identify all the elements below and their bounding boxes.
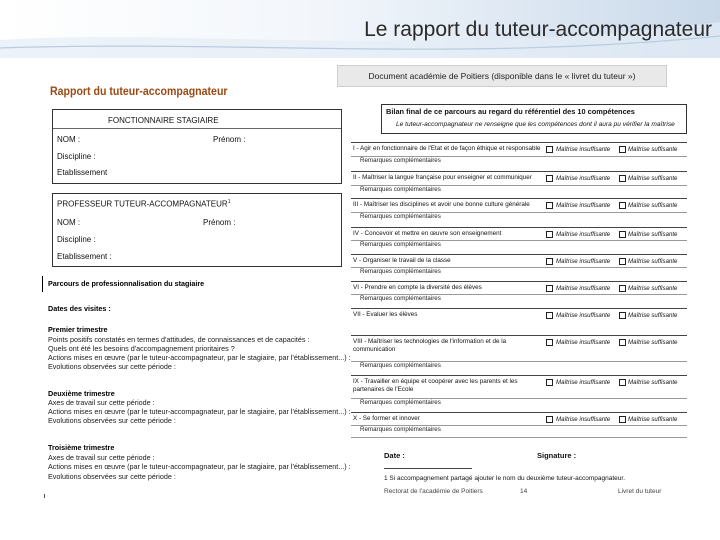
page-mark — [44, 494, 45, 498]
remarques-complementaires[interactable]: Remarques complémentaires — [360, 186, 441, 193]
maitrise-suffisante-label: Maîtrise suffisante — [628, 339, 678, 346]
maitrise-suffisante-checkbox[interactable] — [619, 231, 626, 238]
tuteur-nom-label: NOM : — [57, 218, 81, 227]
tuteur-etablissement-label: Etablissement : — [57, 252, 112, 261]
maitrise-insuffisante-checkbox[interactable] — [546, 339, 553, 346]
tuteur-discipline-label: Discipline : — [57, 235, 96, 244]
maitrise-insuffisante-label: Maîtrise insuffisante — [556, 146, 611, 153]
table-bottom-border — [351, 437, 687, 438]
maitrise-suffisante-label: Maîtrise suffisante — [628, 258, 678, 265]
remarques-complementaires[interactable]: Remarques complémentaires — [360, 426, 441, 433]
footnote-text: 1 Si accompagnement partagé ajouter le nom du deuxième tuteur-accompagnateur. — [384, 475, 626, 482]
trimestre-1-line: Actions mises en œuvre (par le tuteur-accompagnateur, par le stagiaire, par l'établissement...) : — [48, 353, 351, 362]
trimestre-3-line: Evolutions observées sur cette période : — [48, 472, 176, 481]
stagiaire-discipline-label: Discipline : — [57, 152, 96, 161]
maitrise-insuffisante-checkbox[interactable] — [546, 146, 553, 153]
trimestre-2-line: Evolutions observées sur cette période : — [48, 416, 176, 425]
competence-label: VII - Evaluer les élèves — [353, 311, 418, 318]
trimestre-2-title: Deuxième trimestre — [48, 389, 115, 398]
maitrise-suffisante-checkbox[interactable] — [619, 146, 626, 153]
maitrise-insuffisante-checkbox[interactable] — [546, 416, 553, 423]
remarques-complementaires[interactable]: Remarques complémentaires — [360, 157, 441, 164]
trimestre-2-line: Axes de travail sur cette période : — [48, 398, 155, 407]
section-marker — [42, 276, 43, 292]
competence-row — [351, 335, 687, 357]
remarques-complementaires[interactable]: Remarques complémentaires — [360, 362, 441, 369]
competence-label: V - Organiser le travail de la classe — [353, 257, 451, 264]
document-heading: Rapport du tuteur-accompagnateur — [50, 86, 228, 98]
parcours-section — [44, 276, 351, 496]
maitrise-suffisante-label: Maîtrise suffisante — [628, 231, 678, 238]
footnote-separator — [384, 468, 472, 469]
maitrise-insuffisante-label: Maîtrise insuffisante — [556, 416, 611, 423]
maitrise-insuffisante-checkbox[interactable] — [546, 175, 553, 182]
footnote-marker: 1 — [227, 199, 231, 205]
signature-label: Signature : — [537, 451, 577, 460]
maitrise-insuffisante-label: Maîtrise insuffisante — [556, 231, 611, 238]
maitrise-insuffisante-checkbox[interactable] — [546, 312, 553, 319]
maitrise-suffisante-label: Maîtrise suffisante — [628, 285, 678, 292]
maitrise-suffisante-label: Maîtrise suffisante — [628, 175, 678, 182]
maitrise-insuffisante-label: Maîtrise insuffisante — [556, 202, 611, 209]
tuteur-box-title — [57, 199, 230, 209]
maitrise-suffisante-checkbox[interactable] — [619, 175, 626, 182]
maitrise-suffisante-checkbox[interactable] — [619, 258, 626, 265]
stagiaire-nom-label: NOM : — [57, 135, 81, 144]
maitrise-insuffisante-checkbox[interactable] — [546, 258, 553, 265]
page-number: 14 — [520, 488, 528, 495]
date-label: Date : — [384, 451, 405, 460]
maitrise-suffisante-checkbox[interactable] — [619, 379, 626, 386]
maitrise-suffisante-checkbox[interactable] — [619, 285, 626, 292]
tuteur-box — [52, 193, 342, 267]
competence-row — [351, 171, 687, 184]
maitrise-insuffisante-label: Maîtrise insuffisante — [556, 312, 611, 319]
remarques-complementaires[interactable]: Remarques complémentaires — [360, 399, 441, 406]
stagiaire-box-title: FONCTIONNAIRE STAGIAIRE — [108, 116, 219, 125]
stagiaire-box — [52, 109, 342, 184]
maitrise-insuffisante-checkbox[interactable] — [546, 379, 553, 386]
maitrise-insuffisante-label: Maîtrise insuffisante — [556, 285, 611, 292]
maitrise-suffisante-label: Maîtrise suffisante — [628, 312, 678, 319]
competence-label: III - Maîtriser les disciplines et avoir une bonne culture générale — [353, 201, 530, 208]
maitrise-suffisante-label: Maîtrise suffisante — [628, 416, 678, 423]
source-note: Document académie de Poitiers (disponible dans le « livret du tuteur ») — [337, 65, 667, 87]
slide-title: Le rapport du tuteur-accompagnateur — [364, 18, 712, 41]
competence-label: VIII - Maîtriser les technologies de l'information et de la communication — [353, 338, 507, 353]
maitrise-insuffisante-checkbox[interactable] — [546, 285, 553, 292]
tuteur-box-title-text: PROFESSEUR TUTEUR-ACCOMPAGNATEUR — [57, 199, 228, 209]
competence-label: IX - Travailler en équipe et coopérer avec les parents et les partenaires de l'Ecole — [353, 378, 518, 393]
bilan-title: Bilan final de ce parcours au regard du référentiel des 10 compétences — [386, 107, 635, 116]
competence-label: X - Se former et innover — [353, 415, 420, 422]
stagiaire-etablissement-label: Etablissement — [57, 168, 108, 177]
competence-row — [351, 412, 687, 424]
competence-row — [351, 198, 687, 211]
competence-row — [351, 142, 687, 155]
maitrise-insuffisante-checkbox[interactable] — [546, 231, 553, 238]
trimestre-3-line: Actions mises en œuvre (par le tuteur-accompagnateur, par le stagiaire, par l'établissement...) : — [48, 462, 351, 471]
maitrise-suffisante-checkbox[interactable] — [619, 202, 626, 209]
maitrise-suffisante-label: Maîtrise suffisante — [628, 379, 678, 386]
maitrise-suffisante-checkbox[interactable] — [619, 416, 626, 423]
bilan-header — [381, 104, 687, 134]
maitrise-suffisante-label: Maîtrise suffisante — [628, 202, 678, 209]
trimestre-2-line: Actions mises en œuvre (par le tuteur-accompagnateur, par le stagiaire, par l'établissement...) : — [48, 407, 351, 416]
maitrise-insuffisante-label: Maîtrise insuffisante — [556, 379, 611, 386]
dates-visites-label: Dates des visites : — [48, 304, 111, 313]
maitrise-insuffisante-label: Maîtrise insuffisante — [556, 339, 611, 346]
competence-row — [351, 227, 687, 240]
trimestre-1-title: Premier trimestre — [48, 325, 108, 334]
competence-row — [351, 308, 687, 320]
remarques-complementaires[interactable]: Remarques complémentaires — [360, 295, 441, 302]
footer-livret: Livret du tuteur — [618, 488, 662, 495]
remarques-complementaires[interactable]: Remarques complémentaires — [360, 268, 441, 275]
remarques-complementaires[interactable]: Remarques complémentaires — [360, 213, 441, 220]
remarques-complementaires[interactable]: Remarques complémentaires — [360, 241, 441, 248]
maitrise-suffisante-label: Maîtrise suffisante — [628, 146, 678, 153]
competence-row — [351, 281, 687, 294]
competence-row — [351, 375, 687, 397]
trimestre-1-line: Evolutions observées sur cette période : — [48, 362, 176, 371]
maitrise-insuffisante-label: Maîtrise insuffisante — [556, 258, 611, 265]
trimestre-3-title: Troisième trimestre — [48, 443, 115, 452]
maitrise-insuffisante-label: Maîtrise insuffisante — [556, 175, 611, 182]
competence-row — [351, 254, 687, 267]
parcours-title: Parcours de professionnalisation du stagiaire — [48, 279, 205, 288]
bilan-subtitle: Le tuteur-accompagnateur ne renseigne que les compétences dont il aura pu vérifier la maîtrise — [396, 121, 675, 128]
maitrise-suffisante-checkbox[interactable] — [619, 312, 626, 319]
stagiaire-prenom-label: Prénom : — [213, 135, 246, 144]
tuteur-prenom-label: Prénom : — [203, 218, 236, 227]
competence-label: IV - Concevoir et mettre en œuvre son enseignement — [353, 230, 502, 237]
competence-label: II - Maîtriser la langue française pour enseigner et communiquer — [353, 174, 532, 181]
trimestre-1-line: Quels ont été les besoins d'accompagnement prioritaires ? — [48, 344, 235, 353]
competence-label: I - Agir en fonctionnaire de l'Etat et de façon éthique et responsable — [353, 145, 541, 152]
divider — [53, 128, 341, 129]
trimestre-3-line: Axes de travail sur cette période : — [48, 453, 155, 462]
maitrise-suffisante-checkbox[interactable] — [619, 339, 626, 346]
footer-rectorat: Rectorat de l'académie de Poitiers — [384, 488, 483, 495]
competence-label: VI - Prendre en compte la diversité des élèves — [353, 284, 482, 291]
maitrise-insuffisante-checkbox[interactable] — [546, 202, 553, 209]
trimestre-1-line: Points positifs constatés en termes d'attitudes, de connaissances et de capacités : — [48, 335, 310, 344]
